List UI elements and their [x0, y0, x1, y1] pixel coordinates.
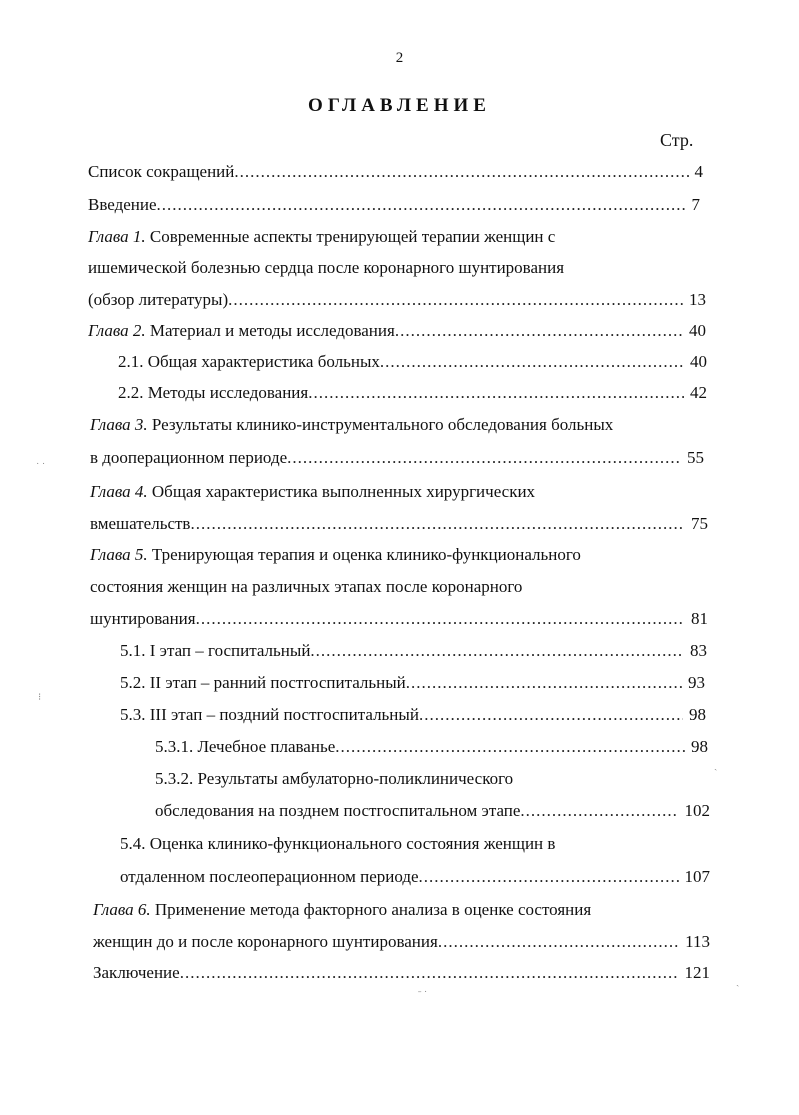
toc-entry-page: 42	[690, 383, 707, 402]
toc-entry-2-2	[118, 381, 707, 405]
toc-entry-5-3	[120, 703, 706, 727]
toc-entry-5-4-line2	[120, 865, 710, 889]
toc-entry-page: 55	[687, 448, 704, 467]
toc-entry-page: 98	[689, 705, 706, 724]
toc-entry-ch1-line2: ишемической болезнью сердца после коронарного шунтирования	[88, 258, 565, 277]
chapter-prefix: Глава 3.	[90, 415, 148, 434]
toc-entry-5-4-line1: 5.4. Оценка клинико-функционального состояния женщин в	[120, 834, 556, 853]
toc-entry-ch3-line1	[90, 413, 613, 437]
toc-entry-5-3-2-line2	[155, 799, 710, 823]
toc-entry-label: обследования на позднем постгоспитальном этапе	[155, 801, 521, 820]
toc-entry-ch4-line2	[90, 512, 708, 536]
toc-entry-2-1	[118, 350, 707, 374]
scan-speck: ˎ	[714, 760, 718, 771]
toc-entry-page: 102	[684, 801, 710, 820]
page-column-header: Стр.	[660, 130, 694, 150]
toc-entry-page: 81	[691, 609, 708, 628]
toc-entry-page: 98	[691, 737, 708, 756]
toc-entry-5-1	[120, 639, 707, 663]
toc-entry-ch4-line1	[90, 480, 535, 504]
toc-entry-label: Введение	[88, 195, 157, 214]
toc-entry-page: 113	[685, 932, 710, 951]
toc-entry-page: 7	[691, 195, 700, 214]
toc-entry-label: 2.1. Общая характеристика больных	[118, 352, 380, 371]
toc-entry-label: 5.1. I этап – госпитальный	[120, 641, 311, 660]
chapter-prefix: Глава 4.	[90, 482, 148, 501]
toc-entry-5-3-1	[155, 735, 708, 759]
toc-entry-ch2	[88, 319, 706, 343]
toc-entry-label: Список сокращений	[88, 162, 235, 181]
chapter-prefix: Глава 5.	[90, 545, 148, 564]
toc-entry-ch1-line3	[88, 288, 706, 312]
toc-entry-conclusion	[93, 961, 710, 985]
toc-entry-ch5-line2: состояния женщин на различных этапах после коронарного	[90, 577, 523, 596]
toc-entry-ch6-line1	[93, 898, 591, 922]
toc-entry-ch5-line3	[90, 607, 708, 631]
toc-entry-page: 107	[684, 867, 710, 886]
toc-entry-label: шунтирования	[90, 609, 196, 628]
toc-entry-intro	[88, 193, 700, 217]
chapter-prefix: Глава 6.	[93, 900, 151, 919]
toc-entry-label: 5.2. II этап – ранний постгоспитальный	[120, 673, 406, 692]
toc-entry-label: женщин до и после коронарного шунтирования	[93, 932, 438, 951]
toc-entry-label: (обзор литературы)	[88, 290, 229, 309]
page-title: ОГЛАВЛЕНИЕ	[308, 95, 491, 116]
toc-entry-text: Современные аспекты тренирующей терапии женщин с	[149, 227, 556, 246]
toc-entry-label: Материал и методы исследования	[149, 321, 395, 340]
toc-entry-ch1-line1	[88, 225, 555, 249]
toc-entry-text: Применение метода факторного анализа в оценке состояния	[154, 900, 592, 919]
toc-entry-page: 75	[691, 514, 708, 533]
toc-entry-ch5-line1	[90, 543, 581, 567]
toc-entry-page: 4	[694, 162, 703, 181]
toc-entry-label: Заключение	[93, 963, 180, 982]
scan-speck: ˏ	[736, 976, 740, 987]
toc-entry-label: отдаленном послеоперационном периоде	[120, 867, 419, 886]
toc-entry-label: в дооперационном периоде	[90, 448, 288, 467]
toc-entry-label: 5.3.1. Лечебное плаванье	[155, 737, 336, 756]
toc-entry-page: 40	[690, 352, 707, 371]
toc-entry-label: 5.3. III этап – поздний постгоспитальный	[120, 705, 419, 724]
toc-entry-page: 40	[689, 321, 706, 340]
toc-entry-abbrev	[88, 160, 703, 184]
toc-entry-page: 93	[688, 673, 705, 692]
scan-speck: ⁝	[38, 692, 42, 703]
toc-entry-label: 2.2. Методы исследования	[118, 383, 309, 402]
page-number: 2	[395, 50, 404, 66]
toc-entry-page: 83	[690, 641, 707, 660]
scan-speck: ˉ ˙	[418, 990, 428, 1001]
toc-entry-ch3-line2	[90, 446, 704, 470]
toc-entry-page: 121	[684, 963, 710, 982]
toc-entry-ch6-line2	[93, 930, 710, 954]
toc-entry-text: Тренирующая терапия и оценка клинико-функционального	[151, 545, 581, 564]
toc-entry-5-2	[120, 671, 705, 695]
chapter-prefix: Глава 2.	[88, 321, 146, 340]
chapter-prefix: Глава 1.	[88, 227, 146, 246]
toc-entry-label: вмешательств	[90, 514, 191, 533]
toc-entry-text: Общая характеристика выполненных хирургических	[151, 482, 536, 501]
toc-entry-text: Результаты клинико-инструментального обследования больных	[151, 415, 614, 434]
scan-speck: ˙ ˙	[36, 462, 46, 473]
toc-entry-page: 13	[689, 290, 706, 309]
toc-entry-5-3-2-line1: 5.3.2. Результаты амбулаторно-поликлинического	[155, 769, 514, 788]
